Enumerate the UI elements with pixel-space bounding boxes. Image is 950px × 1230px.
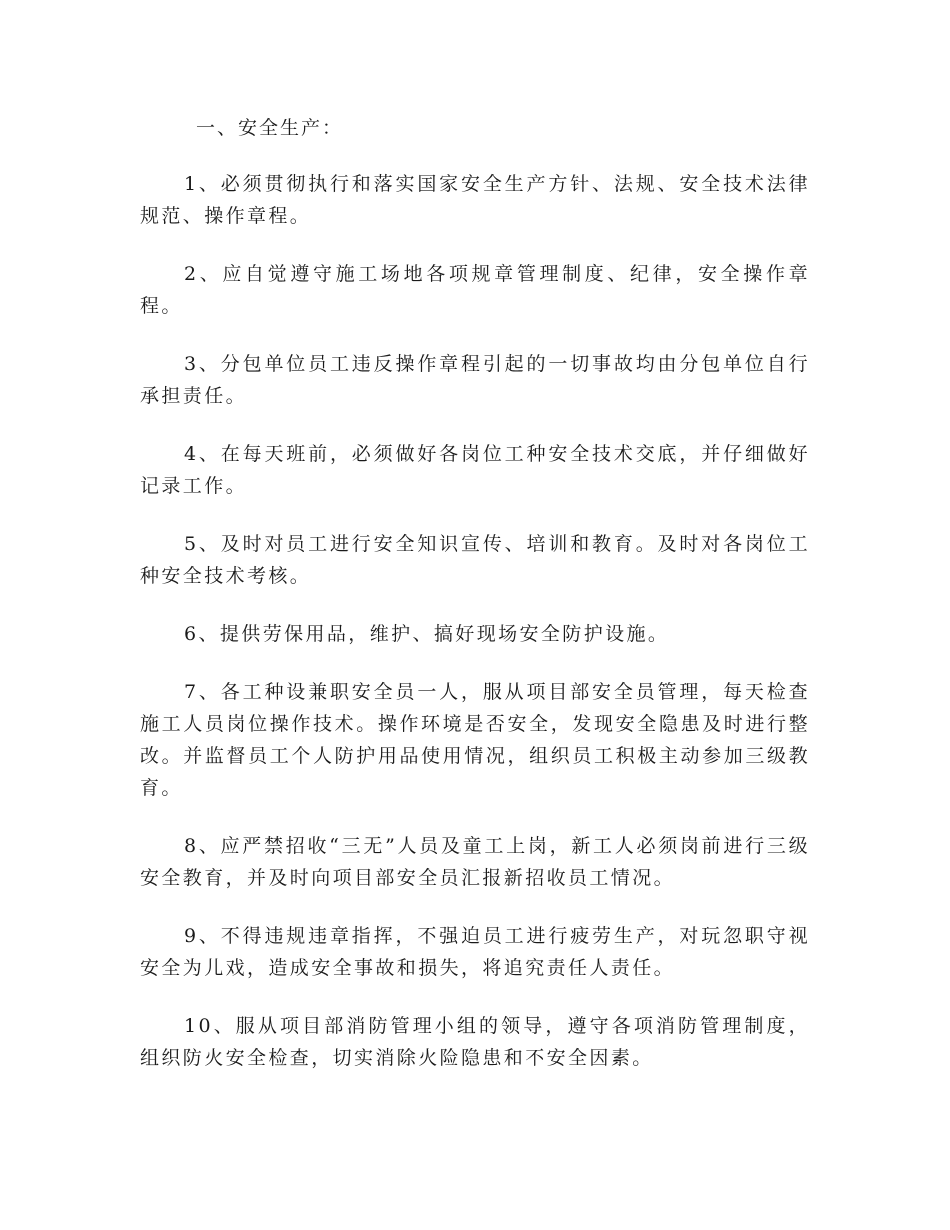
list-item-1: 1、必须贯彻执行和落实国家安全生产方针、法规、安全技术法律规范、操作章程。 (140, 173, 810, 227)
list-item-10: 10、服从项目部消防管理小组的领导，遵守各项消防管理制度，组织防火安全检查，切实消除火险隐患和不安全因素。 (140, 1015, 810, 1069)
section-heading: 一、安全生产： (196, 117, 344, 139)
list-item-9: 9、不得违规违章指挥，不强迫员工进行疲劳生产，对玩忽职守视安全为儿戏，造成安全事故和损失，将追究责任人责任。 (140, 925, 810, 979)
list-item-2: 2、应自觉遵守施工场地各项规章管理制度、纪律，安全操作章程。 (140, 263, 810, 317)
list-item-8: 8、应严禁招收“三无”人员及童工上岗，新工人必须岗前进行三级安全教育，并及时向项目部安全员汇报新招收员工情况。 (140, 835, 810, 889)
list-item-4: 4、在每天班前，必须做好各岗位工种安全技术交底，并仔细做好记录工作。 (140, 443, 810, 497)
list-item-3: 3、分包单位员工违反操作章程引起的一切事故均由分包单位自行承担责任。 (140, 353, 810, 407)
list-item-6: 6、提供劳保用品，维护、搞好现场安全防护设施。 (184, 623, 670, 645)
list-item-7: 7、各工种设兼职安全员一人，服从项目部安全员管理，每天检查施工人员岗位操作技术。操作环境是否安全，发现安全隐患及时进行整改。并监督员工个人防护用品使用情况，组织员工积极主动参加三级教育。 (140, 681, 810, 799)
list-item-5: 5、及时对员工进行安全知识宣传、培训和教育。及时对各岗位工种安全技术考核。 (140, 533, 810, 587)
document-body (140, 112, 810, 1100)
